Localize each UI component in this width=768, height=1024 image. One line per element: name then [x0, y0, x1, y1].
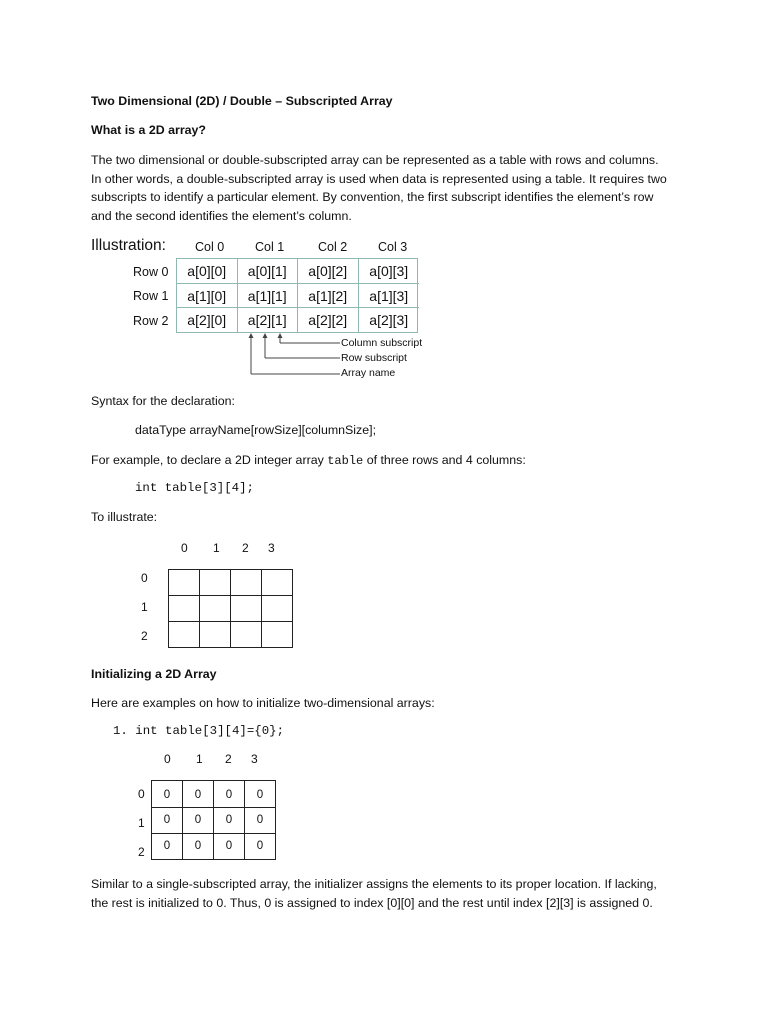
- inline-code-table: table: [327, 454, 364, 468]
- illustration-cell: a[0][2]: [298, 259, 359, 284]
- example-sentence: [91, 451, 526, 470]
- illustrate-label: To illustrate:: [91, 510, 158, 524]
- illustration-cell: a[2][3]: [369, 312, 409, 329]
- illustration-cell: a[1][0]: [177, 284, 238, 309]
- illustration-col-label: Col 0: [195, 240, 225, 254]
- arrowhead: [278, 333, 283, 338]
- illustration-row-label: Row 0: [133, 265, 169, 279]
- intro-line: and the second identifies the element’s column.: [91, 209, 352, 224]
- section-heading-what-is: What is a 2D array?: [91, 123, 207, 137]
- grid1-col-label: 3: [268, 541, 275, 555]
- grid1-cell: [261, 595, 293, 622]
- zero-grid: [151, 780, 276, 860]
- grid2-row-label: 0: [138, 787, 145, 801]
- annotation-row-subscript: Row subscript: [341, 352, 407, 364]
- grid1-col-label: 0: [181, 541, 188, 555]
- grid2-col-label: 0: [164, 752, 171, 766]
- illustration-row-label: Row 2: [133, 314, 169, 328]
- illustration-title: Illustration:: [91, 237, 166, 254]
- grid2-cell: 0: [182, 833, 214, 860]
- illustration-col-label: Col 3: [378, 240, 408, 254]
- init-code: 1. int table[3][4]={0};: [113, 724, 285, 738]
- empty-grid: [168, 569, 293, 648]
- illustration-cell: a[1][3]: [359, 284, 420, 309]
- illustration-cell: a[1][2]: [298, 284, 359, 309]
- grid1-row-label: 0: [141, 571, 148, 585]
- grid1-cell: [230, 569, 262, 596]
- grid2-cell: 0: [182, 780, 214, 808]
- grid2-cell: 0: [213, 833, 245, 860]
- grid2-col-label: 2: [225, 752, 232, 766]
- closing-paragraph: [91, 875, 657, 912]
- annotation-arrows: [240, 330, 350, 380]
- illustration-cell: a[0][1]: [238, 259, 299, 284]
- grid1-col-label: 2: [242, 541, 249, 555]
- grid2-cell: 0: [151, 780, 183, 808]
- closing-line: the rest is initialized to 0. Thus, 0 is assigned to index [0][0] and the rest until index [2][3] is assigned 0.: [91, 895, 653, 910]
- illustration-cell: a[0][3]: [359, 259, 420, 284]
- grid2-cell: 0: [151, 833, 183, 860]
- intro-line: subscripts to identify a particular element. By convention, the first subscript identifies the element’s row: [91, 190, 654, 205]
- grid2-cell: 0: [244, 833, 276, 860]
- syntax-code: dataType arrayName[rowSize][columnSize];: [135, 423, 377, 437]
- intro-line: In other words, a double-subscripted array is used when data is represented using a table. It requires two: [91, 171, 667, 186]
- grid2-cell: 0: [151, 807, 183, 834]
- illustration-col-label: Col 1: [255, 240, 285, 254]
- illustration-row-label: Row 1: [133, 289, 169, 303]
- grid2-cell: 0: [244, 780, 276, 808]
- grid1-row-label: 1: [141, 600, 148, 614]
- grid1-cell: [230, 621, 262, 648]
- grid2-cell: 0: [244, 807, 276, 834]
- arrowhead: [263, 333, 268, 338]
- grid1-cell: [261, 621, 293, 648]
- grid2-row-label: 1: [138, 816, 145, 830]
- syntax-label: Syntax for the declaration:: [91, 394, 235, 408]
- annotation-array-name: Array name: [341, 367, 396, 379]
- illustration-cell: a[2][2]: [298, 308, 359, 333]
- grid2-col-label: 3: [251, 752, 258, 766]
- init-intro: Here are examples on how to initialize two-dimensional arrays:: [91, 696, 435, 710]
- grid2-cell: 0: [213, 807, 245, 834]
- grid1-cell: [168, 621, 200, 648]
- grid1-col-label: 1: [213, 541, 220, 555]
- illustration-cell: a[0][0]: [177, 259, 238, 284]
- grid2-cell: 0: [182, 807, 214, 834]
- grid1-cell: [230, 595, 262, 622]
- example-text: of three rows and 4 columns:: [363, 453, 526, 467]
- grid1-cell: [199, 621, 231, 648]
- grid2-col-label: 1: [196, 752, 203, 766]
- example-code: int table[3][4];: [135, 481, 254, 495]
- grid1-cell: [199, 595, 231, 622]
- grid1-cell: [261, 569, 293, 596]
- grid1-row-label: 2: [141, 629, 148, 643]
- intro-line: The two dimensional or double-subscripted array can be represented as a table with rows and columns.: [91, 153, 659, 167]
- illustration-cell: a[1][1]: [238, 284, 299, 309]
- arrowhead: [249, 333, 254, 338]
- annotation-column-subscript: Column subscript: [341, 337, 423, 349]
- grid1-cell: [199, 569, 231, 596]
- intro-paragraph: [91, 151, 667, 226]
- section-heading-initializing: Initializing a 2D Array: [91, 667, 217, 681]
- grid1-cell: [168, 569, 200, 596]
- example-text: For example, to declare a 2D integer array: [91, 453, 328, 467]
- illustration-col-label: Col 2: [318, 240, 348, 254]
- closing-line: Similar to a single-subscripted array, the initializer assigns the elements to its proper location. If lacking,: [91, 877, 657, 891]
- grid1-cell: [168, 595, 200, 622]
- grid2-cell: 0: [213, 780, 245, 808]
- grid2-row-label: 2: [138, 845, 145, 859]
- illustration-cell: a[2][0]: [177, 308, 238, 333]
- document-title: Two Dimensional (2D) / Double – Subscripted Array: [91, 94, 393, 108]
- illustration-cell: a[2][1]: [238, 308, 299, 333]
- illustration-table: [176, 258, 418, 333]
